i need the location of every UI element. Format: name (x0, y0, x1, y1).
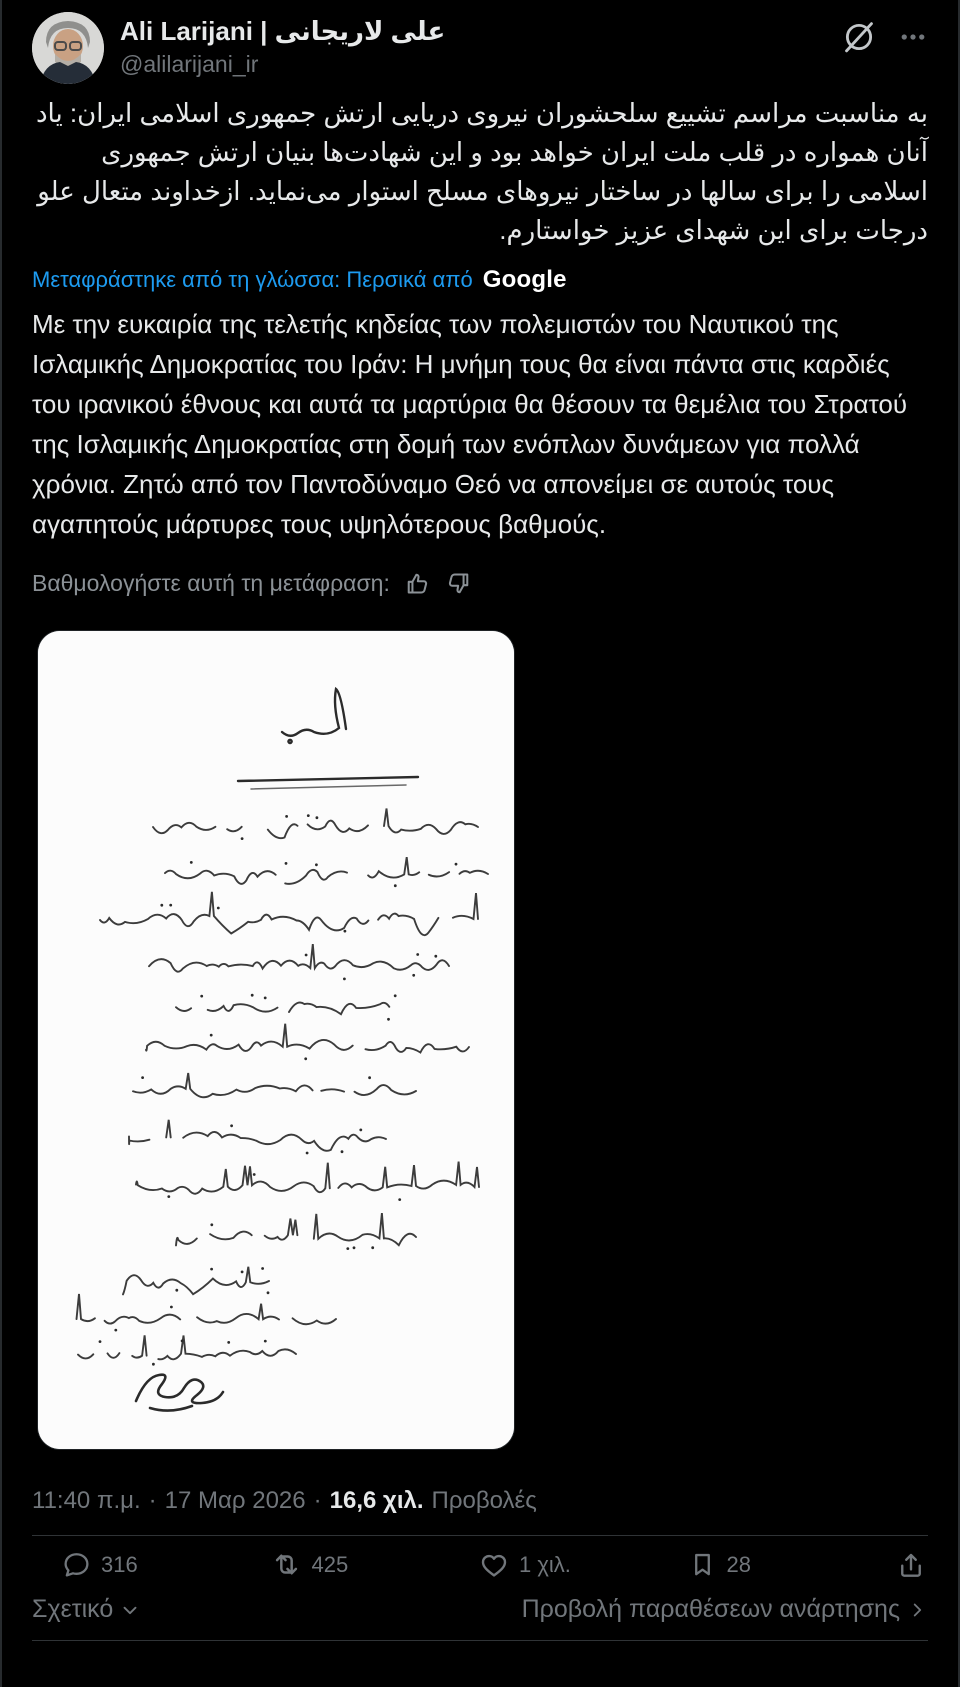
rate-translation-row (32, 570, 928, 597)
user-identity[interactable] (120, 12, 445, 78)
bookmark-count: 28 (726, 1551, 751, 1577)
like-button[interactable] (479, 1550, 688, 1580)
display-name[interactable]: Ali Larijani | على لاريجانى (120, 16, 446, 46)
date: 17 Μαρ 2026 (164, 1487, 306, 1514)
thumbs-up-icon[interactable] (404, 570, 431, 597)
repost-count: 425 (311, 1551, 349, 1577)
translation-notice-row (32, 266, 928, 294)
handwritten-letter-image[interactable] (38, 631, 514, 1449)
avatar[interactable] (32, 12, 104, 84)
chevron-right-icon (906, 1599, 928, 1621)
bookmark-icon (688, 1550, 717, 1579)
post-text-translated: Με την ευκαιρία της τελετής κηδείας των πολεμιστών του Ναυτικού της Ισλαμικής Δημοκρατίας του Ιράν: Η μνήμη τους θα είναι πάντα στις καρδιές του ιρανικού έθνους και αυτά τα μαρτύρια θα θέσουν τα θεμέλια του Στρατού της Ισλαμικής Δημοκρατίας στη δομή των ενόπλων δυνάμεων για πολλά χρόνια. Ζητώ από τον Παντοδύναμο Θεό να απονείμει σε αυτούς τους αγαπητούς μάρτυρες τους υψηλότερους βαθμούς. (32, 309, 908, 539)
tweet-footer (32, 1589, 928, 1640)
google-logo: Google (482, 266, 567, 293)
more-icon[interactable] (898, 22, 928, 52)
reply-button[interactable] (62, 1550, 271, 1579)
time: 11:40 π.μ. (32, 1487, 141, 1514)
post-text-original: به مناسبت مراسم تشییع سلحشوران نیروی دریایی ارتش جمهوری اسلامی ایران: یاد آنان همواره در قلب ملت ایران خواهد بود و این شهادت‌ها بنیان ارتش جمهوری اسلامی را برای سالها در ساختار نیروهای مسلح استوار می‌نماید. ازخداوند متعال علو درجات برای این شهدای عزیز خواستارم. (35, 98, 928, 245)
user-handle[interactable]: @alilarijani_ir (120, 51, 259, 78)
like-count: 1 χιλ. (519, 1551, 571, 1577)
view-quotes-link[interactable] (522, 1595, 928, 1624)
views-count: 16,6 χιλ. (329, 1487, 424, 1514)
header-actions (842, 12, 928, 54)
thumbs-down-icon[interactable] (445, 570, 472, 597)
share-button[interactable] (896, 1550, 926, 1580)
grok-icon[interactable] (842, 20, 876, 54)
divider-bottom (32, 1640, 928, 1641)
meta-separator: · (148, 1487, 157, 1514)
views-label: Προβολές (431, 1487, 537, 1514)
repost-icon (271, 1549, 302, 1580)
reply-icon (62, 1550, 91, 1579)
action-bar (32, 1536, 928, 1589)
chevron-down-icon (119, 1599, 141, 1621)
relevance-selector[interactable] (32, 1595, 141, 1624)
bookmark-button[interactable] (688, 1550, 897, 1579)
like-icon (479, 1550, 509, 1580)
tweet-meta (32, 1487, 928, 1515)
reply-count: 316 (101, 1551, 138, 1577)
meta-separator: · (313, 1487, 322, 1514)
tweet-header (32, 12, 928, 84)
repost-button[interactable] (271, 1549, 480, 1580)
view-quotes-label: Προβολή παραθέσεων ανάρτησης (521, 1595, 900, 1623)
relevance-label: Σχετικό (32, 1595, 114, 1623)
translated-from-link[interactable]: Μεταφράστηκε από τη γλώσσα: Περσικά από (32, 267, 473, 292)
rate-translation-label: Βαθμολογήστε αυτή τη μετάφραση: (32, 570, 390, 596)
share-icon (896, 1550, 926, 1580)
